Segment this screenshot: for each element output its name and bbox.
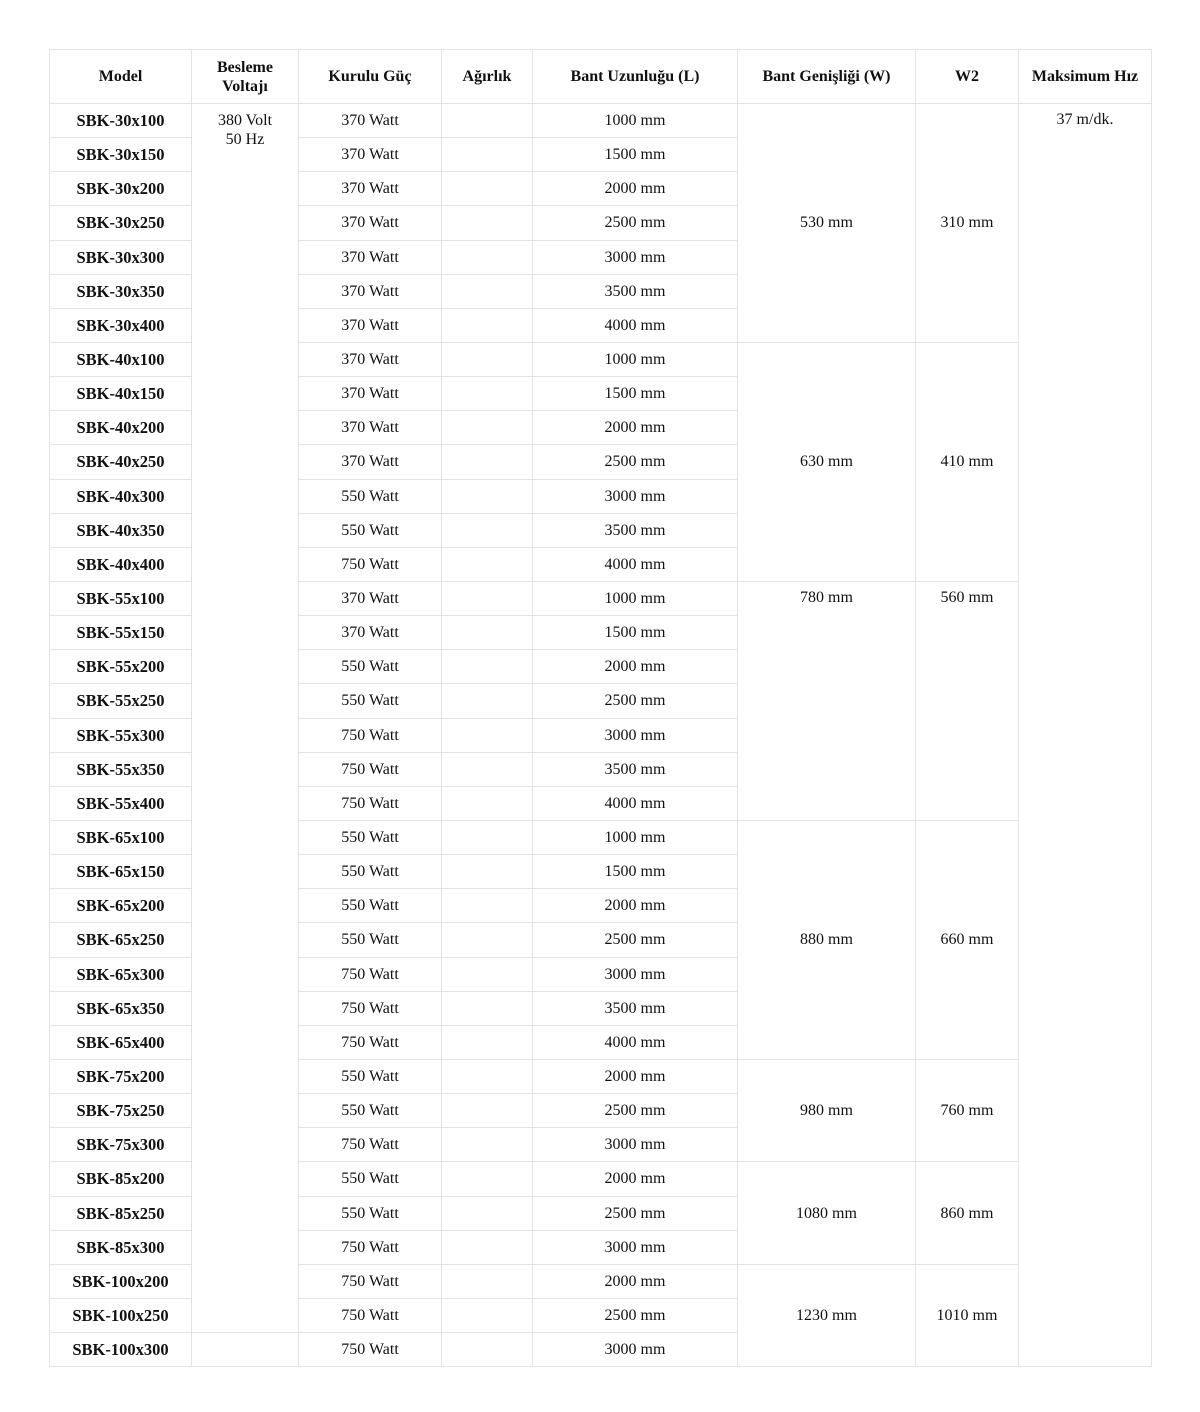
weight-cell bbox=[442, 308, 533, 342]
length-cell: 3000 mm bbox=[533, 240, 738, 274]
header-length: Bant Uzunluğu (L) bbox=[533, 50, 738, 104]
power-cell: 370 Watt bbox=[299, 377, 442, 411]
width-cell: 1230 mm bbox=[738, 1264, 916, 1366]
power-cell: 750 Watt bbox=[299, 991, 442, 1025]
header-width: Bant Genişliği (W) bbox=[738, 50, 916, 104]
power-cell: 370 Watt bbox=[299, 616, 442, 650]
weight-cell bbox=[442, 274, 533, 308]
model-cell: SBK-55x350 bbox=[50, 752, 192, 786]
weight-cell bbox=[442, 1128, 533, 1162]
voltage-empty-cell bbox=[192, 1333, 299, 1367]
weight-cell bbox=[442, 240, 533, 274]
power-cell: 550 Watt bbox=[299, 1059, 442, 1093]
header-max-speed: Maksimum Hız bbox=[1019, 50, 1152, 104]
power-cell: 370 Watt bbox=[299, 342, 442, 376]
power-cell: 750 Watt bbox=[299, 1230, 442, 1264]
power-cell: 550 Watt bbox=[299, 820, 442, 854]
power-cell: 370 Watt bbox=[299, 411, 442, 445]
w2-cell: 310 mm bbox=[916, 104, 1019, 343]
model-cell: SBK-30x100 bbox=[50, 104, 192, 138]
header-w2: W2 bbox=[916, 50, 1019, 104]
weight-cell bbox=[442, 1333, 533, 1367]
length-cell: 3000 mm bbox=[533, 1128, 738, 1162]
weight-cell bbox=[442, 138, 533, 172]
model-cell: SBK-30x350 bbox=[50, 274, 192, 308]
weight-cell bbox=[442, 957, 533, 991]
model-cell: SBK-55x250 bbox=[50, 684, 192, 718]
model-cell: SBK-65x250 bbox=[50, 923, 192, 957]
model-cell: SBK-40x350 bbox=[50, 513, 192, 547]
weight-cell bbox=[442, 581, 533, 615]
power-cell: 750 Watt bbox=[299, 1264, 442, 1298]
power-cell: 750 Watt bbox=[299, 752, 442, 786]
weight-cell bbox=[442, 342, 533, 376]
power-cell: 370 Watt bbox=[299, 172, 442, 206]
weight-cell bbox=[442, 1162, 533, 1196]
power-cell: 550 Watt bbox=[299, 889, 442, 923]
model-cell: SBK-65x200 bbox=[50, 889, 192, 923]
power-cell: 550 Watt bbox=[299, 1162, 442, 1196]
length-cell: 2500 mm bbox=[533, 445, 738, 479]
power-cell: 750 Watt bbox=[299, 718, 442, 752]
power-cell: 750 Watt bbox=[299, 1298, 442, 1332]
model-cell: SBK-75x200 bbox=[50, 1059, 192, 1093]
weight-cell bbox=[442, 650, 533, 684]
power-cell: 550 Watt bbox=[299, 1094, 442, 1128]
w2-cell: 860 mm bbox=[916, 1162, 1019, 1264]
length-cell: 3000 mm bbox=[533, 718, 738, 752]
length-cell: 1500 mm bbox=[533, 377, 738, 411]
model-cell: SBK-40x400 bbox=[50, 547, 192, 581]
header-model: Model bbox=[50, 50, 192, 104]
power-cell: 750 Watt bbox=[299, 1333, 442, 1367]
length-cell: 4000 mm bbox=[533, 308, 738, 342]
weight-cell bbox=[442, 172, 533, 206]
weight-cell bbox=[442, 718, 533, 752]
model-cell: SBK-30x250 bbox=[50, 206, 192, 240]
width-cell: 530 mm bbox=[738, 104, 916, 343]
length-cell: 2500 mm bbox=[533, 684, 738, 718]
width-cell: 1080 mm bbox=[738, 1162, 916, 1264]
length-cell: 3000 mm bbox=[533, 479, 738, 513]
model-cell: SBK-40x150 bbox=[50, 377, 192, 411]
power-cell: 370 Watt bbox=[299, 104, 442, 138]
length-cell: 4000 mm bbox=[533, 1025, 738, 1059]
spec-table bbox=[49, 49, 1152, 1367]
length-cell: 2500 mm bbox=[533, 206, 738, 240]
length-cell: 4000 mm bbox=[533, 547, 738, 581]
model-cell: SBK-75x300 bbox=[50, 1128, 192, 1162]
power-cell: 550 Watt bbox=[299, 684, 442, 718]
power-cell: 750 Watt bbox=[299, 547, 442, 581]
model-cell: SBK-40x250 bbox=[50, 445, 192, 479]
model-cell: SBK-65x300 bbox=[50, 957, 192, 991]
model-cell: SBK-30x150 bbox=[50, 138, 192, 172]
length-cell: 1500 mm bbox=[533, 616, 738, 650]
weight-cell bbox=[442, 445, 533, 479]
length-cell: 3000 mm bbox=[533, 1333, 738, 1367]
model-cell: SBK-55x300 bbox=[50, 718, 192, 752]
power-cell: 370 Watt bbox=[299, 274, 442, 308]
width-cell: 780 mm bbox=[738, 581, 916, 820]
model-cell: SBK-55x100 bbox=[50, 581, 192, 615]
weight-cell bbox=[442, 616, 533, 650]
w2-cell: 1010 mm bbox=[916, 1264, 1019, 1366]
length-cell: 3500 mm bbox=[533, 274, 738, 308]
length-cell: 2500 mm bbox=[533, 1094, 738, 1128]
length-cell: 2000 mm bbox=[533, 172, 738, 206]
weight-cell bbox=[442, 1094, 533, 1128]
weight-cell bbox=[442, 206, 533, 240]
power-cell: 550 Watt bbox=[299, 1196, 442, 1230]
header-row bbox=[50, 50, 1152, 104]
frequency-line: 50 Hz bbox=[225, 131, 265, 148]
length-cell: 2000 mm bbox=[533, 1162, 738, 1196]
model-cell: SBK-30x300 bbox=[50, 240, 192, 274]
length-cell: 4000 mm bbox=[533, 786, 738, 820]
length-cell: 1500 mm bbox=[533, 138, 738, 172]
model-cell: SBK-100x300 bbox=[50, 1333, 192, 1367]
power-cell: 550 Watt bbox=[299, 650, 442, 684]
weight-cell bbox=[442, 855, 533, 889]
model-cell: SBK-55x200 bbox=[50, 650, 192, 684]
weight-cell bbox=[442, 820, 533, 854]
power-cell: 370 Watt bbox=[299, 138, 442, 172]
length-cell: 1000 mm bbox=[533, 342, 738, 376]
w2-cell: 560 mm bbox=[916, 581, 1019, 820]
w2-cell: 660 mm bbox=[916, 820, 1019, 1059]
weight-cell bbox=[442, 889, 533, 923]
model-cell: SBK-100x250 bbox=[50, 1298, 192, 1332]
weight-cell bbox=[442, 684, 533, 718]
model-cell: SBK-85x250 bbox=[50, 1196, 192, 1230]
width-cell: 880 mm bbox=[738, 820, 916, 1059]
model-cell: SBK-40x300 bbox=[50, 479, 192, 513]
length-cell: 3500 mm bbox=[533, 513, 738, 547]
model-cell: SBK-40x100 bbox=[50, 342, 192, 376]
model-cell: SBK-65x100 bbox=[50, 820, 192, 854]
weight-cell bbox=[442, 1298, 533, 1332]
weight-cell bbox=[442, 1025, 533, 1059]
length-cell: 2500 mm bbox=[533, 923, 738, 957]
weight-cell bbox=[442, 1264, 533, 1298]
weight-cell bbox=[442, 923, 533, 957]
weight-cell bbox=[442, 1196, 533, 1230]
model-cell: SBK-85x200 bbox=[50, 1162, 192, 1196]
power-cell: 550 Watt bbox=[299, 479, 442, 513]
model-cell: SBK-55x400 bbox=[50, 786, 192, 820]
length-cell: 3000 mm bbox=[533, 957, 738, 991]
length-cell: 2500 mm bbox=[533, 1196, 738, 1230]
length-cell: 2000 mm bbox=[533, 411, 738, 445]
power-cell: 750 Watt bbox=[299, 957, 442, 991]
length-cell: 2000 mm bbox=[533, 650, 738, 684]
length-cell: 1000 mm bbox=[533, 104, 738, 138]
width-cell: 980 mm bbox=[738, 1059, 916, 1161]
spec-table-body bbox=[50, 104, 1152, 1367]
power-cell: 750 Watt bbox=[299, 1128, 442, 1162]
model-cell: SBK-85x300 bbox=[50, 1230, 192, 1264]
length-cell: 2500 mm bbox=[533, 1298, 738, 1332]
width-cell: 630 mm bbox=[738, 342, 916, 581]
length-cell: 3500 mm bbox=[533, 752, 738, 786]
power-cell: 370 Watt bbox=[299, 308, 442, 342]
power-cell: 370 Watt bbox=[299, 581, 442, 615]
model-cell: SBK-40x200 bbox=[50, 411, 192, 445]
model-cell: SBK-30x400 bbox=[50, 308, 192, 342]
weight-cell bbox=[442, 411, 533, 445]
weight-cell bbox=[442, 786, 533, 820]
length-cell: 1000 mm bbox=[533, 820, 738, 854]
length-cell: 1500 mm bbox=[533, 855, 738, 889]
weight-cell bbox=[442, 479, 533, 513]
length-cell: 2000 mm bbox=[533, 1264, 738, 1298]
length-cell: 1000 mm bbox=[533, 581, 738, 615]
w2-cell: 760 mm bbox=[916, 1059, 1019, 1161]
header-voltage: Besleme Voltajı bbox=[192, 50, 299, 104]
power-cell: 550 Watt bbox=[299, 513, 442, 547]
length-cell: 2000 mm bbox=[533, 889, 738, 923]
length-cell: 3000 mm bbox=[533, 1230, 738, 1264]
length-cell: 2000 mm bbox=[533, 1059, 738, 1093]
header-power: Kurulu Güç bbox=[299, 50, 442, 104]
power-cell: 370 Watt bbox=[299, 445, 442, 479]
power-cell: 370 Watt bbox=[299, 206, 442, 240]
weight-cell bbox=[442, 513, 533, 547]
header-weight: Ağırlık bbox=[442, 50, 533, 104]
power-cell: 370 Watt bbox=[299, 240, 442, 274]
power-cell: 750 Watt bbox=[299, 1025, 442, 1059]
power-cell: 550 Watt bbox=[299, 855, 442, 889]
w2-cell: 410 mm bbox=[916, 342, 1019, 581]
model-cell: SBK-65x150 bbox=[50, 855, 192, 889]
weight-cell bbox=[442, 547, 533, 581]
weight-cell bbox=[442, 752, 533, 786]
weight-cell bbox=[442, 991, 533, 1025]
voltage-cell bbox=[192, 104, 299, 1333]
max-speed-cell: 37 m/dk. bbox=[1019, 104, 1152, 1367]
weight-cell bbox=[442, 1230, 533, 1264]
power-cell: 550 Watt bbox=[299, 923, 442, 957]
power-cell: 750 Watt bbox=[299, 786, 442, 820]
model-cell: SBK-75x250 bbox=[50, 1094, 192, 1128]
table-row bbox=[50, 104, 1152, 138]
model-cell: SBK-65x400 bbox=[50, 1025, 192, 1059]
weight-cell bbox=[442, 1059, 533, 1093]
model-cell: SBK-65x350 bbox=[50, 991, 192, 1025]
model-cell: SBK-30x200 bbox=[50, 172, 192, 206]
weight-cell bbox=[442, 104, 533, 138]
length-cell: 3500 mm bbox=[533, 991, 738, 1025]
model-cell: SBK-100x200 bbox=[50, 1264, 192, 1298]
model-cell: SBK-55x150 bbox=[50, 616, 192, 650]
weight-cell bbox=[442, 377, 533, 411]
voltage-line: 380 Volt bbox=[217, 112, 273, 129]
